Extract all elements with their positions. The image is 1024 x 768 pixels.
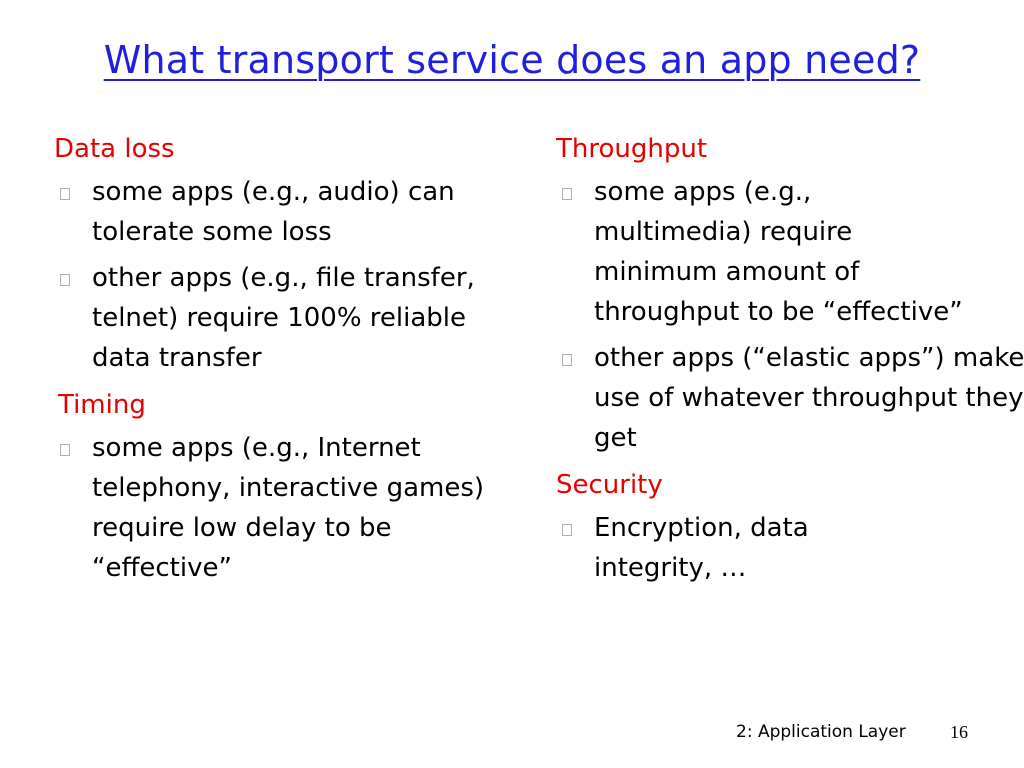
bullet-text: other apps (“elastic apps”) make use of whatever throughput they get bbox=[594, 343, 1024, 453]
bullet-text: Encryption, data integrity, … bbox=[594, 513, 809, 583]
bullet-data-loss-1 bbox=[54, 172, 532, 252]
page-number: 16 bbox=[950, 722, 968, 742]
bullet-text: some apps (e.g., Internet telephony, interactive games) require low delay to be “effective” bbox=[92, 433, 485, 583]
bullet-text: some apps (e.g., audio) can tolerate some loss bbox=[92, 177, 455, 247]
bullet-box-icon bbox=[562, 524, 572, 536]
bullet-box-icon bbox=[562, 354, 572, 366]
heading-timing: Timing bbox=[58, 390, 146, 420]
footer-section-label: 2: Application Layer bbox=[736, 722, 906, 742]
bullet-text: some apps (e.g., multimedia) require minimum amount of throughput to be “effective” bbox=[594, 177, 963, 327]
heading-throughput: Throughput bbox=[556, 134, 708, 164]
bullet-box-icon bbox=[562, 188, 572, 200]
slide-title: What transport service does an app need? bbox=[103, 38, 921, 82]
right-column bbox=[556, 132, 1022, 588]
bullet-throughput-2 bbox=[556, 338, 1024, 458]
heading-data-loss: Data loss bbox=[54, 134, 175, 164]
left-column bbox=[54, 132, 524, 588]
bullet-security-1 bbox=[556, 508, 924, 588]
bullet-box-icon bbox=[60, 188, 70, 200]
heading-security: Security bbox=[556, 470, 663, 500]
bullet-box-icon bbox=[60, 444, 70, 456]
bullet-text: other apps (e.g., file transfer, telnet) require 100% reliable data transfer bbox=[92, 263, 475, 373]
bullet-throughput-1 bbox=[556, 172, 974, 332]
bullet-timing-1 bbox=[54, 428, 492, 588]
bullet-box-icon bbox=[60, 274, 70, 286]
bullet-data-loss-2 bbox=[54, 258, 502, 378]
